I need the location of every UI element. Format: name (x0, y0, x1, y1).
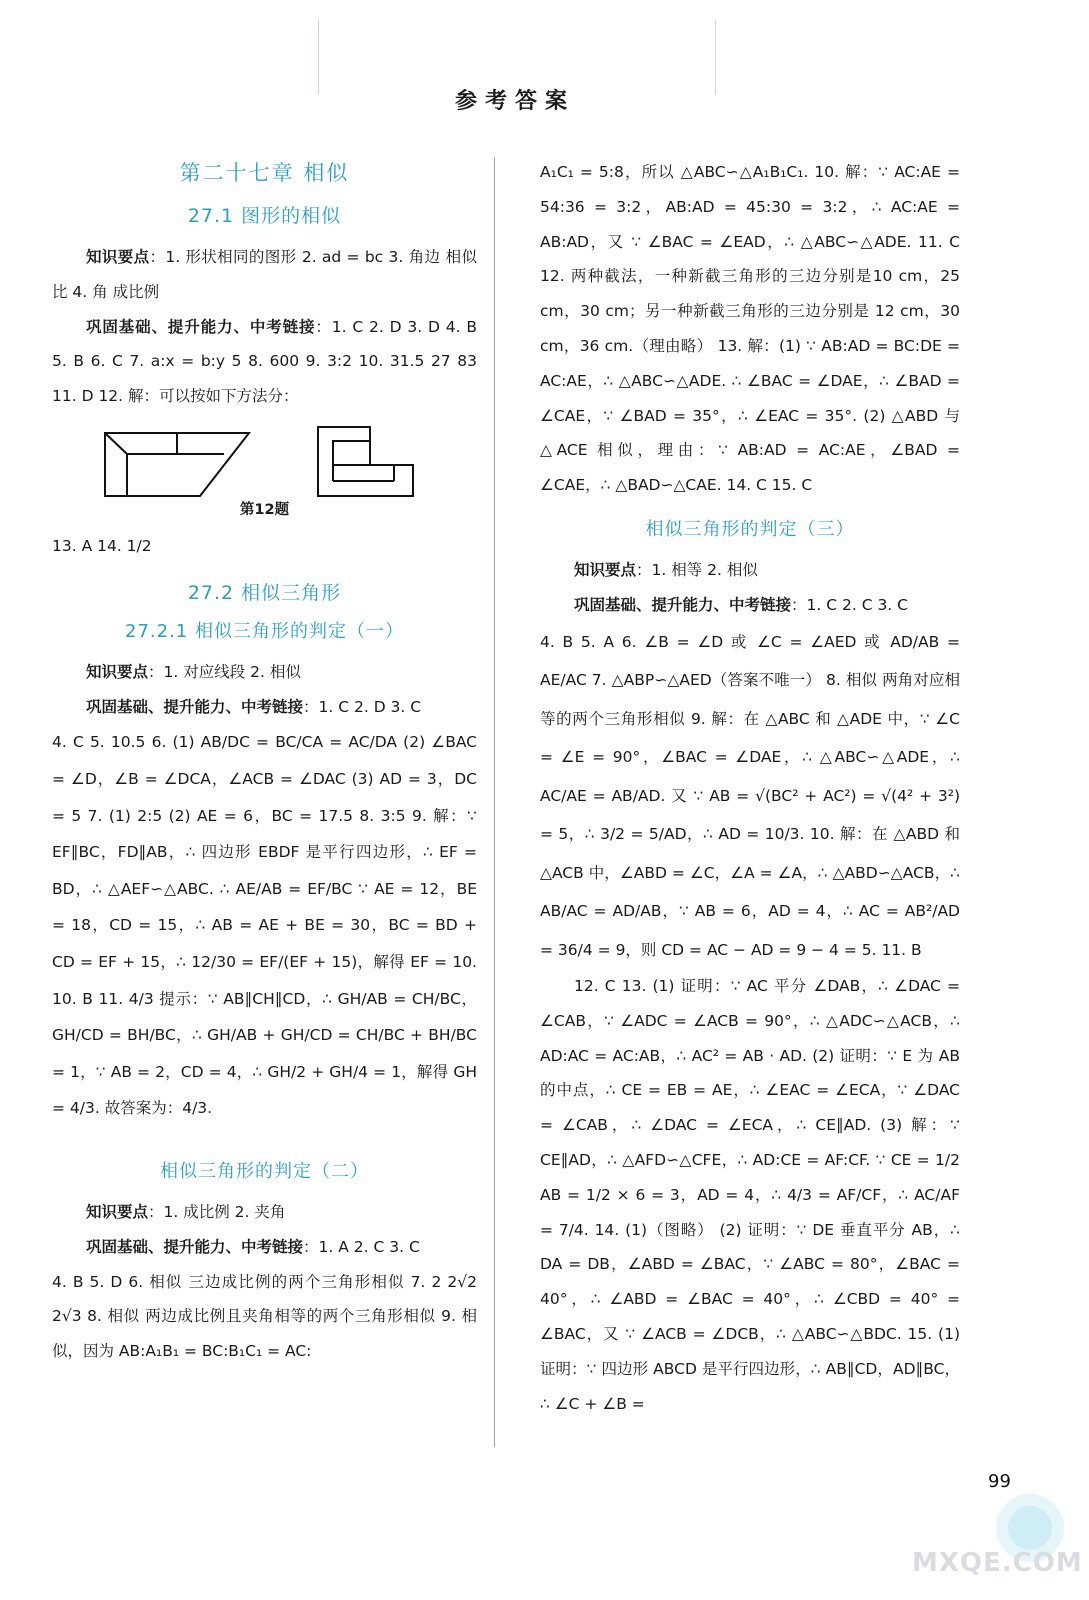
basic-label: 巩固基础、提升能力、中考链接 (86, 697, 304, 716)
sub1-solutions: 4. C 5. 10.5 6. (1) AB/DC = BC/CA = AC/DA (2) ∠BAC = ∠D，∠B = ∠DCA，∠ACB = ∠DAC (3) AD = 3，DC = 5 7. (1) 2:5 (2) AE = 6，BC = 17.5 8. 3:5 9. 解：∵ EF∥BC，FD∥AB，∴ 四边形 EBDF 是平行四边形，∴ EF = BD，∴ △AEF∽△ABC. ∴ AE/AB = EF/BC ∵ AE = 12，BE = 18，CD = 15，∴ AB = AE + BE = 30，BC = BD + CD = EF + 15，∴ 12/30 = EF/(EF + 15)，解得 EF = 10. 10. B 11. 4/3 提示：∵ AB∥CH∥CD，∴ GH/AB = CH/BC，GH/CD = BH/BC，∴ GH/AB + GH/CD = CH/BC + BH/BC = 1，∵ AB = 2，CD = 4，∴ GH/2 + GH/4 = 1，解得 GH = 4/3. 故答案为：4/3. (52, 733, 477, 1118)
subsection-heading-1: 27.2.1 相似三角形的判定（一） (125, 620, 404, 642)
sub3-key-points (540, 553, 960, 588)
sub2-solutions: 4. B 5. D 6. 相似 三边成比例的两个三角形相似 7. 2 2√2 2√3 8. 相似 两边成比例且夹角相等的两个三角形相似 9. 相似，因为 AB:A₁B₁ = BC:B₁C₁ = AC: (52, 1272, 477, 1361)
subsection-heading-2: 相似三角形的判定（二） (160, 1160, 369, 1182)
key-points-label: 知识要点 (86, 1202, 149, 1221)
section-heading-27-2: 27.2 相似三角形 (187, 581, 342, 604)
key-points-label: 知识要点 (86, 248, 150, 266)
key-points-label: 知识要点 (574, 560, 637, 579)
sec1-tail: 13. A 14. 1/2 (52, 536, 152, 555)
sub3-solutions: 4. B 5. A 6. ∠B = ∠D 或 ∠C = ∠AED 或 AD/AB = AE/AC 7. △ABP∽△AED（答案不唯一） 8. 相似 两角对应相等的两个三角形相似 9. 解：在 △ABC 和 △ADE 中，∵ ∠C = ∠E = 90°，∠BAC = ∠DAE，∴ △ABC∽△ADE，∴ AC/AE = AB/AD. 又 ∵ AB = √(BC² + AC²) = √(4² + 3²) = 5，∴ 3/2 = 5/AD，∴ AD = 10/3. 10. 解：在 △ABD 和 △ACB 中，∠ABD = ∠C，∠A = ∠A，∴ △ABD∽△ACB，∴ AB/AC = AD/AB，∵ AB = 6，AD = 4，∴ AC = AB²/AD = 36/4 = 9，则 CD = AC − AD = 9 − 4 = 5. 11. B (540, 632, 960, 959)
sub1-key-points (52, 655, 477, 690)
key-points-text: ：1. 形状相同的图形 2. ad = bc 3. 角边 相似比 4. 角 成比例 (52, 248, 477, 301)
key-points-label: 知识要点 (86, 662, 149, 681)
sec1-answers (52, 310, 477, 414)
basic-text: ：1. C 2. D 3. D 4. B 5. B 6. C 7. a:x = b:y 5 8. 600 9. 3:2 10. 31.5 27 83 11. D 12. 解：可以按如下方法分： (52, 317, 477, 406)
subsection-heading-3: 相似三角形的判定（三） (645, 518, 855, 540)
basic-text: ：1. A 2. C 3. C (303, 1237, 420, 1256)
page-title: 参考答案 (454, 89, 575, 114)
column-divider (494, 157, 495, 1447)
basic-text: ：1. C 2. C 3. C (791, 595, 908, 614)
page-number: 99 (988, 1471, 1011, 1492)
figure-caption: 第12题 (239, 501, 290, 518)
basic-label: 巩固基础、提升能力、中考链接 (86, 1237, 304, 1256)
sub1-answers (52, 690, 477, 725)
sub2-key-points (52, 1195, 477, 1230)
figure-12-drawing (52, 420, 477, 540)
basic-label: 巩固基础、提升能力、中考链接 (86, 317, 316, 336)
chapter-heading: 第二十七章 相似 (179, 161, 350, 185)
continued-solutions: A₁C₁ = 5:8，所以 △ABC∽△A₁B₁C₁. 10. 解：∵ AC:AE = 54:36 = 3:2，AB:AD = 45:30 = 3:2，∴ AC:AE = AB:AD，又 ∵ ∠BAC = ∠EAD，∴ △ABC∽△ADE. 11. C 12. 两种截法，一种新截三角形的三边分别是10 cm，25 cm，30 cm；另一种新截三角形的三边分别是 12 cm，30 cm，36 cm.（理由略） 13. 解：(1) ∵ AB:AD = BC:DE = AC:AE，∴ △ABC∽△ADE. ∴ ∠BAC = ∠DAE，∴ ∠BAD = ∠CAE，∵ ∠BAD = 35°，∴ ∠EAC = 35°. (2) △ABD 与 △ACE 相似，理由：∵ AB:AD = AC:AE，∠BAD = ∠CAE，∴ △BAD∽△CAE. 14. C 15. C (540, 163, 960, 495)
key-points-text: ：1. 相等 2. 相似 (636, 560, 758, 579)
section-heading-27-1: 27.1 图形的相似 (187, 205, 342, 227)
sub3-answers (540, 588, 960, 623)
sub2-answers (52, 1230, 477, 1265)
right-column (540, 155, 960, 1421)
basic-label: 巩固基础、提升能力、中考链接 (574, 595, 792, 614)
key-points-text: ：1. 成比例 2. 夹角 (148, 1202, 286, 1221)
key-points-text: ：1. 对应线段 2. 相似 (148, 662, 301, 681)
left-column (52, 155, 477, 1369)
sub3-solutions-cont: 12. C 13. (1) 证明：∵ AC 平分 ∠DAB，∴ ∠DAC = ∠CAB，∵ ∠ADC = ∠ACB = 90°，∴ △ADC∽△ACB，∴ AD:AC = AC:AB，∴ AC² = AB · AD. (2) 证明：∵ E 为 AB 的中点，∴ CE = EB = AE，∴ ∠EAC = ∠ECA，∵ ∠DAC = ∠CAB，∴ ∠DAC = ∠ECA，∴ CE∥AD. (3) 解：∵ CE∥AD，∴ △AFD∽△CFE，∴ AD:CE = AF:CF. ∵ CE = 1/2 AB = 1/2 × 6 = 3，AD = 4，∴ 4/3 = AF/CF，∴ AC/AF = 7/4. 14. (1)（图略） (2) 证明：∵ DE 垂直平分 AB，∴ DA = DB，∠ABD = ∠BAC，∵ ∠ABC = 80°，∠BAC = 40°，∴ ∠ABD = ∠BAC = 40°，∴ ∠CBD = 40° = ∠BAC，又 ∵ ∠ACB = ∠DCB，∴ △ABC∽△BDC. 15. (1) 证明：∵ 四边形 ABCD 是平行四边形，∴ AB∥CD，AD∥BC，∴ ∠C + ∠B = (540, 977, 960, 1413)
watermark-text: MXQE.COM (912, 1548, 1083, 1578)
figure-12 (52, 420, 477, 540)
basic-text: ：1. C 2. D 3. C (303, 697, 422, 716)
sec1-key-points (52, 240, 477, 310)
